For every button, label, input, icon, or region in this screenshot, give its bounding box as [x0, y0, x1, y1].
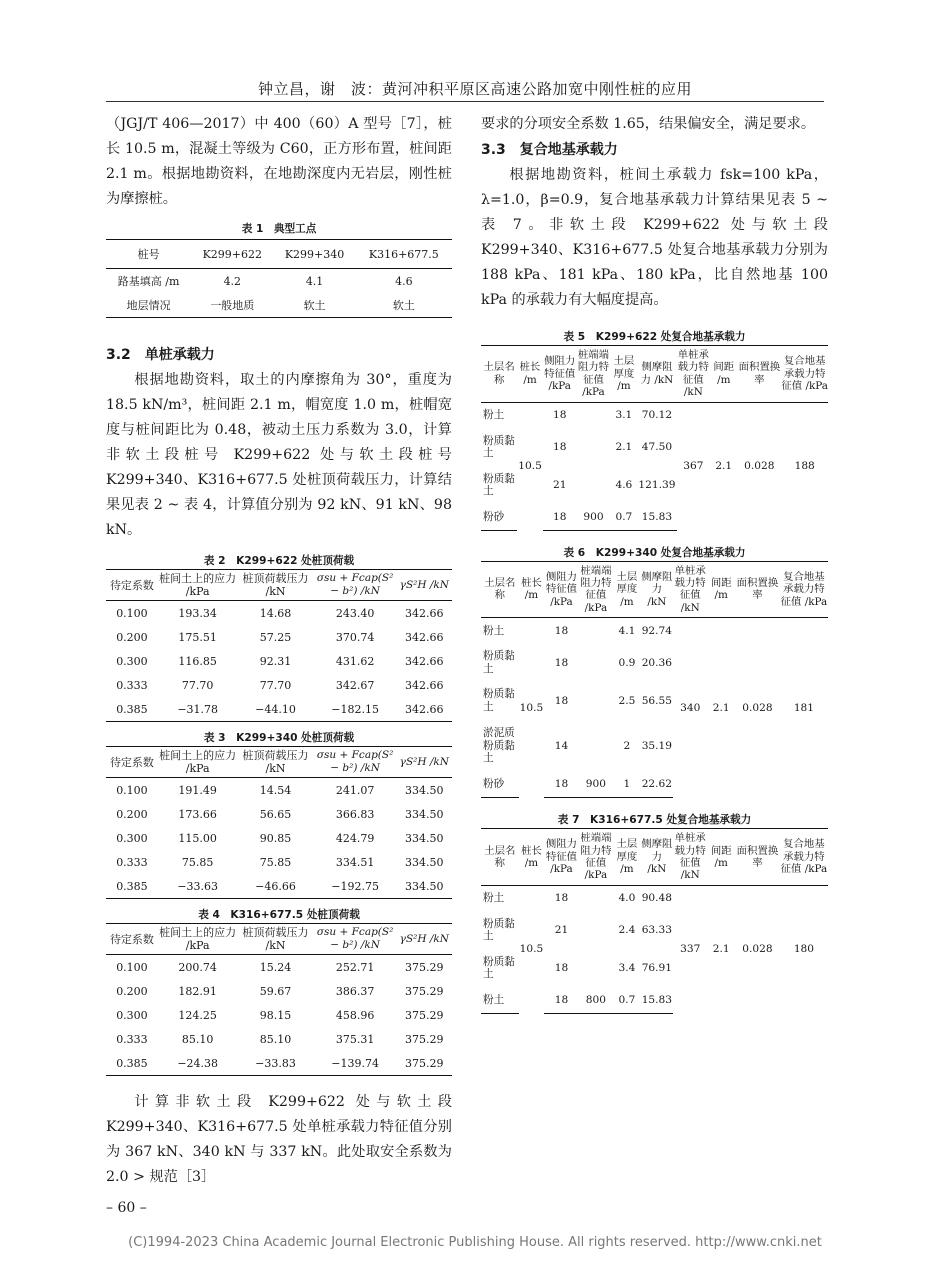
table-cell: 0.300 [116, 831, 148, 845]
pile-length: 10.5 [519, 701, 544, 714]
intro-paragraph: （JGJ/T 406—2017）中 400（60）A 型号［7］，桩长 10.5 m，混凝土等级为 C60，正方形布置，桩间距 2.1 m。根据地勘资料，在地勘深度内无岩层，刚性桩为摩擦桩。 [106, 116, 452, 207]
load-table-header: 待定系数 [106, 924, 158, 955]
table-row [106, 1027, 452, 1051]
table-row [106, 673, 452, 697]
load-table-header: σsu + Fcap(S² − b²) /kN [314, 747, 397, 778]
replacement-ratio: 0.028 [742, 943, 773, 956]
table-cell: 路基填高 /m [117, 275, 180, 288]
table1-header: K299+622 [191, 240, 273, 269]
paragraph-end: 计算非软土段 K299+622 处与软土段 K299+340、K316+677.5 处单桩承载力特征值分别为 367 kN、340 kN 与 337 kN。此处取安全系数为 2.0 > 规范［3］ [106, 1094, 452, 1185]
table-cell: 15.24 [259, 960, 292, 974]
table-cell: 0.7 [613, 987, 641, 1013]
table-cell: 77.70 [259, 678, 292, 692]
table-cell: 18 [552, 440, 567, 453]
table-cell [579, 885, 613, 911]
left-column [106, 108, 452, 1190]
table-cell [579, 682, 613, 720]
single-pile-capacity: 340 [680, 701, 701, 714]
table-cell: 软土 [273, 293, 355, 318]
load-table-header: 待定系数 [106, 570, 158, 601]
comp-table-header: 桩长 /m [519, 829, 545, 886]
table-cell: 2.5 [618, 694, 636, 707]
table-cell: 14.54 [259, 783, 292, 797]
table-cell: 334.50 [405, 783, 444, 797]
comp-table-header: 单桩承载力特征值 /kN [673, 829, 707, 886]
table-cell: 47.50 [641, 440, 673, 453]
table-cell: 342.66 [405, 606, 444, 620]
table-cell: 0.333 [116, 855, 148, 869]
comp-table-header: 土层厚度 /m [613, 829, 641, 886]
table1 [106, 239, 452, 318]
table-cell: 18 [543, 504, 577, 530]
table5-caption: 表 5 K299+622 处复合地基承载力 [563, 331, 746, 343]
table-cell: 191.49 [178, 783, 217, 797]
copyright-footer: (C)1994-2023 China Academic Journal Electronic Publishing House. All rights reserved. http://www.cnki.net [128, 1235, 822, 1250]
table-cell: 18 [544, 772, 578, 798]
table-cell: 18 [554, 624, 569, 637]
table2 [106, 569, 452, 722]
table-cell: 0.385 [106, 697, 158, 722]
table-cell [579, 949, 613, 987]
table-cell: 370.74 [335, 630, 375, 644]
load-table-header: σsu + Fcap(S² − b²) /kN [314, 570, 397, 601]
table3 [106, 746, 452, 899]
table-cell: 63.33 [641, 924, 673, 937]
table-cell: 4.2 [223, 274, 242, 288]
table-row [106, 874, 452, 899]
table-cell: 1 [613, 772, 641, 798]
table-cell: 900 [577, 504, 611, 530]
section-heading-3-2: 3.2 单桩承载力 [106, 347, 215, 363]
soil-layer-name: 粉质黏土 [483, 434, 515, 460]
table-cell: 2.4 [618, 924, 636, 937]
load-table-header: γS²H /kN [397, 570, 452, 601]
table1-header: K299+340 [273, 240, 355, 269]
table-cell: 334.50 [405, 831, 444, 845]
table-cell: 0.9 [618, 656, 636, 669]
table-cell: 软土 [356, 293, 452, 318]
table-row [106, 625, 452, 649]
soil-layer-name: 粉砂 [481, 504, 517, 530]
comp-table-header: 复合地基承载力特征值 /kPa [780, 561, 828, 618]
table-cell: 2.1 [615, 440, 633, 453]
load-table-header: 桩顶荷载压力 /kN [237, 747, 313, 778]
table2-caption: 表 2 K299+622 处桩顶荷载 [203, 555, 355, 567]
table-cell: 20.36 [641, 656, 673, 669]
table-cell: 182.91 [178, 984, 217, 998]
table-cell: 342.67 [335, 678, 375, 692]
comp-table-header: 侧摩阻力 /kN [637, 346, 676, 403]
load-table-header: γS²H /kN [397, 924, 452, 955]
table-cell: 4.6 [395, 274, 413, 288]
pile-spacing: 2.1 [712, 701, 730, 714]
soil-layer-name: 粉质黏土 [483, 917, 515, 943]
comp-table-header: 桩端端阻力特征值 /kPa [577, 346, 611, 403]
table-cell: −33.63 [158, 874, 238, 899]
table-cell: 175.51 [178, 630, 217, 644]
table-cell: 800 [579, 987, 613, 1013]
comp-table-header: 面积置换率 [735, 829, 780, 886]
table-cell: 4.1 [305, 274, 324, 288]
table-cell: 56.55 [641, 694, 673, 707]
table-row [106, 293, 452, 318]
table-cell: 3.4 [618, 962, 636, 975]
table1-caption: 表 1 典型工点 [241, 223, 317, 235]
comp-table-header: 侧阻力特征值 /kPa [543, 346, 577, 403]
table-cell: 243.40 [335, 606, 375, 620]
table-row [481, 885, 828, 911]
table-cell: 0.200 [116, 630, 148, 644]
soil-layer-name: 粉质黏土 [483, 472, 515, 498]
table-cell: 0.7 [610, 504, 637, 530]
table-cell: 241.07 [335, 783, 375, 797]
load-table-header: σsu + Fcap(S² − b²) /kN [314, 924, 397, 955]
table-cell: 0.385 [106, 1051, 158, 1076]
table-cell: 375.29 [405, 1008, 444, 1022]
table-cell: 21 [552, 478, 567, 491]
pile-length: 10.5 [518, 460, 542, 473]
table-row [106, 269, 452, 294]
table-cell: 342.66 [397, 697, 452, 722]
soil-layer-name: 粉质黏土 [483, 650, 515, 675]
table-cell: 458.96 [335, 1008, 375, 1022]
comp-table-header: 间距 /m [707, 829, 735, 886]
table-cell: 0.100 [116, 960, 148, 974]
table-cell: 15.83 [637, 504, 676, 530]
table3-caption: 表 3 K299+340 处桩顶荷载 [203, 732, 355, 744]
soil-layer-name: 粉土 [481, 987, 519, 1013]
table-cell: 15.83 [641, 987, 673, 1013]
table-row [481, 618, 828, 644]
table-row [106, 850, 452, 874]
table-cell: 0.100 [116, 783, 148, 797]
comp-table-header: 桩长 /m [519, 561, 545, 618]
comp-table-header: 侧阻力特征值 /kPa [544, 829, 578, 886]
table-cell [577, 428, 611, 466]
comp-table-header: 土层名称 [481, 346, 517, 403]
table-cell: 334.50 [397, 874, 452, 899]
right-column [481, 108, 828, 1014]
table-cell: 334.50 [405, 807, 444, 821]
table-row [106, 697, 452, 722]
table-cell: −31.78 [158, 697, 238, 722]
comp-table-header: 间距 /m [710, 346, 737, 403]
table-cell: 90.85 [259, 831, 292, 845]
table-cell: 334.50 [405, 855, 444, 869]
table-cell: 一般地质 [191, 293, 273, 318]
single-pile-capacity: 367 [683, 460, 704, 473]
replacement-ratio: 0.028 [742, 701, 773, 714]
page-number: – 60 – [106, 1200, 147, 1216]
comp-table-header: 面积置换率 [737, 346, 781, 403]
table-cell: 375.31 [335, 1032, 375, 1046]
table-cell: 14 [554, 739, 569, 752]
table6-caption: 表 6 K299+340 处复合地基承载力 [563, 546, 746, 559]
table-cell: 92.31 [259, 654, 292, 668]
table-cell: 3.1 [615, 409, 633, 422]
soil-layer-name: 粉土 [483, 624, 505, 637]
table-cell: 76.91 [641, 962, 673, 975]
table-cell [579, 618, 613, 644]
table7 [481, 828, 828, 1014]
table-cell [579, 911, 613, 949]
table-row [106, 826, 452, 850]
table-cell: 18 [554, 694, 569, 707]
comp-table-header: 土层厚度 /m [610, 346, 637, 403]
table-cell: 334.51 [335, 855, 375, 869]
table-cell: 252.71 [335, 960, 375, 974]
table7-caption: 表 7 K316+677.5 处复合地基承载力 [557, 814, 752, 827]
table-cell [579, 720, 613, 772]
comp-table-header: 面积置换率 [735, 561, 780, 618]
load-table-header: 桩顶荷载压力 /kN [237, 924, 313, 955]
table-cell: 173.66 [178, 807, 217, 821]
single-pile-capacity: 337 [680, 943, 701, 956]
soil-layer-name: 粉砂 [481, 772, 519, 798]
pile-length: 10.5 [519, 943, 544, 956]
table-cell: 4.6 [615, 478, 633, 491]
table-cell: −182.15 [314, 697, 397, 722]
load-table-header: γS²H /kN [397, 747, 452, 778]
table-cell: 90.48 [641, 892, 673, 905]
table-cell: −33.83 [237, 1051, 313, 1076]
table-cell: 0.333 [116, 1032, 148, 1046]
table-cell: −192.75 [314, 874, 397, 899]
table-cell: 386.37 [335, 984, 375, 998]
table-cell: 375.29 [405, 960, 444, 974]
table-cell: 18 [554, 892, 569, 905]
table-cell: 342.66 [405, 654, 444, 668]
table-row [106, 1003, 452, 1027]
table-row [106, 979, 452, 1003]
table6 [481, 561, 828, 799]
table-cell: 77.70 [181, 678, 214, 692]
comp-table-header: 桩端端阻力特征值 /kPa [579, 561, 613, 618]
table-cell: 0.385 [106, 874, 158, 899]
table5 [481, 345, 828, 531]
load-table-header: 桩间土上的应力 /kPa [158, 924, 238, 955]
table-cell [577, 466, 611, 504]
table-cell: 121.39 [638, 478, 676, 491]
table4 [106, 923, 452, 1076]
table-cell: 115.00 [178, 831, 217, 845]
comp-table-header: 桩长 /m [517, 346, 543, 403]
table-cell: 424.79 [335, 831, 375, 845]
table-cell: 18 [552, 409, 567, 422]
table-cell: 375.29 [397, 1051, 452, 1076]
table-cell: 431.62 [335, 654, 375, 668]
table-cell: 0.300 [116, 654, 148, 668]
table-cell: 57.25 [259, 630, 292, 644]
soil-layer-name: 粉土 [483, 409, 505, 422]
soil-layer-name: 淤泥质粉质黏土 [483, 727, 515, 764]
comp-table-header: 桩端端阻力特征值 /kPa [579, 829, 613, 886]
table-cell: 4.1 [618, 624, 636, 637]
composite-capacity: 180 [793, 943, 815, 956]
comp-table-header: 侧摩阻力 /kN [641, 829, 673, 886]
table-cell: 21 [554, 924, 569, 937]
table-row [106, 1051, 452, 1076]
table-cell: 75.85 [259, 855, 292, 869]
comp-table-header: 土层名称 [481, 561, 519, 618]
table-row [106, 955, 452, 980]
table-cell [577, 402, 611, 428]
soil-layer-name: 粉质黏土 [483, 688, 515, 713]
table-cell: 375.29 [405, 984, 444, 998]
table-cell: 342.66 [405, 678, 444, 692]
table-cell: −24.38 [158, 1051, 238, 1076]
table-cell: 35.19 [641, 739, 673, 752]
table-cell [579, 644, 613, 682]
table-cell: 56.65 [259, 807, 292, 821]
table-cell: 193.34 [178, 606, 217, 620]
paragraph-3-2: 根据地勘资料，取土的内摩擦角为 30°，重度为 18.5 kN/m³，桩间距 2.1 m，帽宽度 1.0 m，桩帽宽度与桩间距比为 0.48，被动土压力系数为 3.0，计算非软土段桩号 K299+622 处与软土段桩号 K299+340、K316+677.5 处桩顶荷载压力，计算结果见表 2 ~ 表 4，计算值分别为 92 kN、91 kN、98 kN。 [106, 372, 452, 538]
table-cell: 2 [623, 739, 631, 752]
table-cell: 85.10 [259, 1032, 292, 1046]
table-cell: 375.29 [405, 1032, 444, 1046]
table-cell: 0.200 [116, 807, 148, 821]
table-cell: −44.10 [237, 697, 313, 722]
table-cell: 124.25 [178, 1008, 217, 1022]
comp-table-header: 单桩承载力特征值 /kN [677, 346, 711, 403]
table-cell: 18 [554, 656, 569, 669]
table-cell: 85.10 [181, 1032, 214, 1046]
table-cell: 4.0 [618, 892, 636, 905]
table-cell: 0.300 [116, 1008, 148, 1022]
table-cell: 0.333 [116, 678, 148, 692]
table-cell: 342.66 [405, 630, 444, 644]
table-cell: 98.15 [259, 1008, 292, 1022]
table-cell: 200.74 [178, 960, 217, 974]
comp-table-header: 单桩承载力特征值 /kN [673, 561, 707, 618]
comp-table-header: 复合地基承载力特征值 /kPa [781, 346, 828, 403]
table-cell: 地层情况 [106, 293, 191, 318]
load-table-header: 待定系数 [106, 747, 158, 778]
comp-table-header: 土层名称 [481, 829, 519, 886]
table-cell: 18 [544, 987, 578, 1013]
table1-header: K316+677.5 [356, 240, 452, 269]
table-cell: −139.74 [314, 1051, 397, 1076]
table-cell: 92.74 [641, 624, 673, 637]
load-table-header: 桩间土上的应力 /kPa [158, 747, 238, 778]
table-cell: 70.12 [641, 409, 673, 422]
paragraph-top-right: 要求的分项安全系数 1.65，结果偏安全，满足要求。 [481, 116, 816, 132]
table-cell: 14.68 [259, 606, 292, 620]
table-cell: 366.83 [335, 807, 375, 821]
pile-spacing: 2.1 [715, 460, 733, 473]
section-heading-3-3: 3.3 复合地基承载力 [481, 142, 618, 158]
table-cell: 0.100 [116, 606, 148, 620]
comp-table-header: 土层厚度 /m [613, 561, 641, 618]
comp-table-header: 侧摩阻力 /kN [641, 561, 673, 618]
table-cell: 900 [579, 772, 613, 798]
running-title: 钟立昌，谢 波：黄河冲积平原区高速公路加宽中刚性桩的应用 [257, 80, 692, 98]
composite-capacity: 181 [793, 701, 815, 714]
comp-table-header: 间距 /m [707, 561, 735, 618]
table-cell: 0.200 [116, 984, 148, 998]
replacement-ratio: 0.028 [744, 460, 775, 473]
header-rule [106, 101, 824, 102]
table-row [106, 601, 452, 626]
soil-layer-name: 粉土 [483, 892, 505, 905]
table-cell: 18 [554, 962, 569, 975]
table-row [106, 802, 452, 826]
table-cell: 22.62 [641, 772, 673, 798]
table-row [106, 778, 452, 803]
table-row [106, 649, 452, 673]
table-cell: 59.67 [259, 984, 292, 998]
table1-header: 桩号 [106, 240, 191, 269]
table-cell: 75.85 [181, 855, 214, 869]
load-table-header: 桩顶荷载压力 /kN [237, 570, 313, 601]
composite-capacity: 188 [794, 460, 815, 473]
comp-table-header: 侧阻力特征值 /kPa [544, 561, 578, 618]
table4-caption: 表 4 K316+677.5 处桩顶荷载 [198, 909, 360, 921]
load-table-header: 桩间土上的应力 /kPa [158, 570, 238, 601]
paragraph-3-3: 根据地勘资料，桩间土承载力 fsk=100 kPa，λ=1.0，β=0.9，复合地基承载力计算结果见表 5 ~ 表 7。非软土段 K299+622 处与软土段 K299+340、K316+677.5 处复合地基承载力分别为 188 kPa、181 kPa、180 kPa，比自然地基 100 kPa 的承载力有大幅度提高。 [481, 167, 828, 308]
table-row [481, 402, 828, 428]
table-cell: −46.66 [237, 874, 313, 899]
comp-table-header: 复合地基承载力特征值 /kPa [780, 829, 828, 886]
pile-spacing: 2.1 [712, 943, 730, 956]
soil-layer-name: 粉质黏土 [483, 955, 515, 981]
table-cell: 116.85 [178, 654, 217, 668]
